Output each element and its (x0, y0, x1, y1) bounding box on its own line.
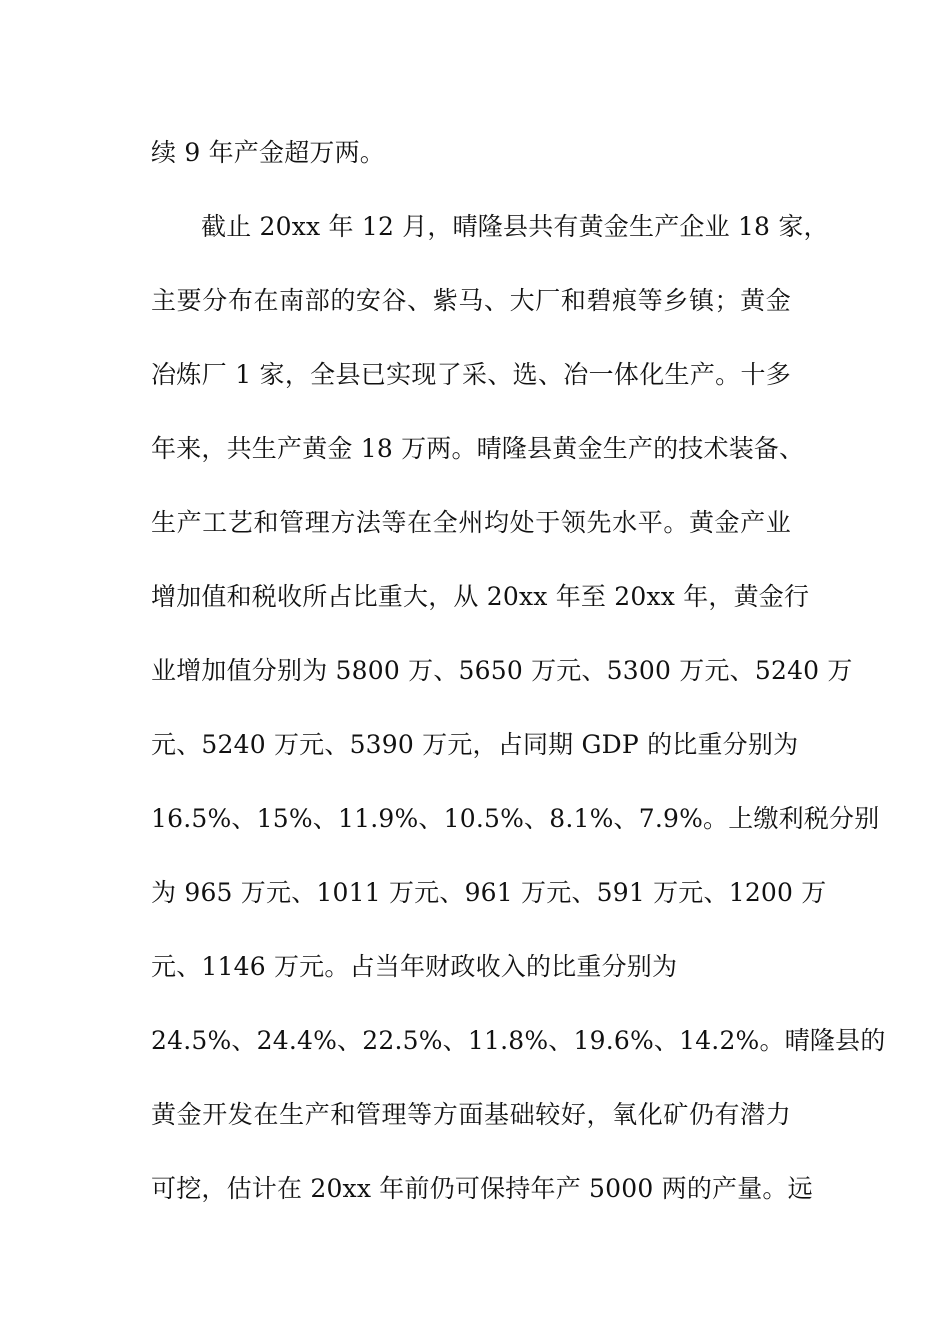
text-line-12: 元、1146 万元。占当年财政收入的比重分别为 (151, 952, 678, 981)
text-line-14: 黄金开发在生产和管理等方面基础较好，氧化矿仍有潜力 (151, 1100, 791, 1129)
text-line-15: 可挖，估计在 20xx 年前仍可保持年产 5000 两的产量。远 (151, 1174, 813, 1203)
text-line-9: 元、5240 万元、5390 万元，占同期 GDP 的比重分别为 (151, 730, 799, 759)
text-line-2: 截止 20xx 年 12 月，晴隆县共有黄金生产企业 18 家， (201, 212, 829, 241)
text-line-4: 冶炼厂 1 家，全县已实现了采、选、冶一体化生产。十多 (151, 360, 791, 389)
text-line-13: 24.5%、24.4%、22.5%、11.8%、19.6%、14.2%。晴隆县的 (151, 1026, 886, 1055)
text-line-8: 业增加值分别为 5800 万、5650 万元、5300 万元、5240 万 (151, 656, 853, 685)
text-line-6: 生产工艺和管理方法等在全州均处于领先水平。黄金产业 (151, 508, 791, 537)
text-line-10: 16.5%、15%、11.9%、10.5%、8.1%、7.9%。上缴利税分别 (151, 804, 880, 833)
text-line-7: 增加值和税收所占比重大，从 20xx 年至 20xx 年，黄金行 (151, 582, 810, 611)
text-line-11: 为 965 万元、1011 万元、961 万元、591 万元、1200 万 (151, 878, 827, 907)
text-line-5: 年来，共生产黄金 18 万两。晴隆县黄金生产的技术装备、 (151, 434, 805, 463)
text-line-3: 主要分布在南部的安谷、紫马、大厂和碧痕等乡镇；黄金 (151, 286, 791, 315)
text-line-1: 续 9 年产金超万两。 (151, 138, 386, 167)
